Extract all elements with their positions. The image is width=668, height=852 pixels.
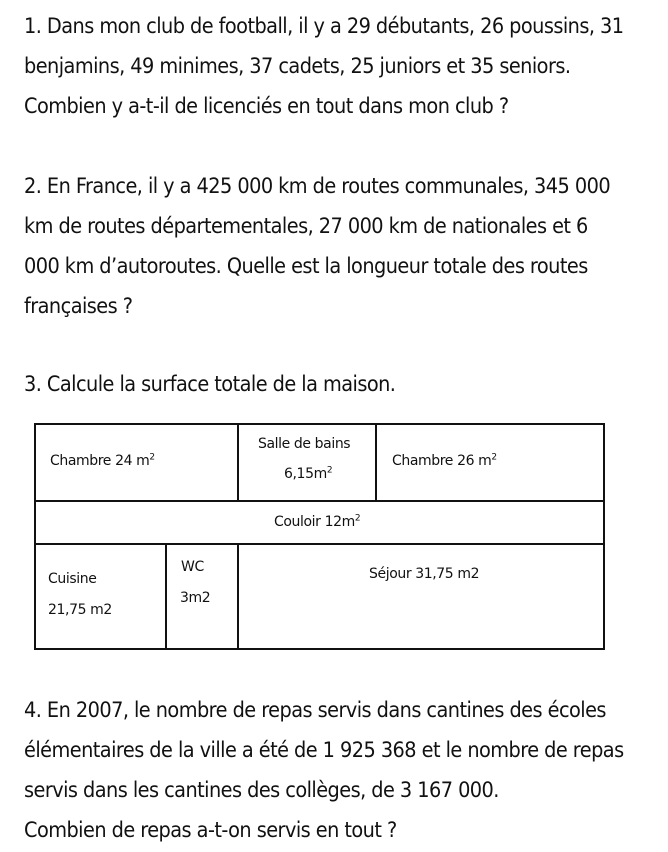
room-name: Chambre 24 m xyxy=(50,453,150,469)
unit-exponent: 2 xyxy=(491,452,497,463)
exercise-2 xyxy=(24,166,611,326)
exercise-1 xyxy=(24,6,624,126)
house-plan xyxy=(34,423,605,650)
room-area xyxy=(284,466,332,482)
room-label: Séjour 31,75 m2 xyxy=(369,566,480,582)
room-cuisine xyxy=(36,545,167,648)
room-name: Couloir 12m xyxy=(274,514,355,530)
unit-exponent: 2 xyxy=(354,513,361,524)
room-chambre-2 xyxy=(377,425,603,502)
room-chambre-1 xyxy=(36,425,239,502)
room-wc xyxy=(167,545,239,648)
exercise-2-line: km de routes départementales, 27 000 km de nationales et 6 xyxy=(24,214,588,238)
room-name: Salle de bains xyxy=(258,436,351,452)
exercise-4-line: élémentaires de la ville a été de 1 925 368 et le nombre de repas xyxy=(24,738,624,762)
exercise-4-line: Combien de repas a-t-on servis en tout ? xyxy=(24,818,397,842)
room-area: 3m2 xyxy=(180,590,211,606)
exercise-4-line: 4. En 2007, le nombre de repas servis dans cantines des écoles xyxy=(24,698,606,722)
exercise-4 xyxy=(24,690,624,850)
unit-exponent: 2 xyxy=(326,465,333,476)
unit-exponent: 2 xyxy=(149,452,155,463)
room-name: Cuisine xyxy=(48,571,97,587)
room-couloir xyxy=(36,502,603,545)
room-sejour xyxy=(239,545,603,648)
room-name: WC xyxy=(181,559,204,575)
exercise-2-line: 2. En France, il y a 425 000 km de routes communales, 345 000 xyxy=(24,174,611,198)
room-label xyxy=(50,453,155,469)
room-area: 21,75 m2 xyxy=(48,602,112,618)
exercise-2-line: 000 km d’autoroutes. Quelle est la longueur totale des routes xyxy=(24,254,588,278)
exercise-3 xyxy=(24,364,604,404)
room-label xyxy=(274,514,360,530)
exercise-2-line: françaises ? xyxy=(24,294,133,318)
exercise-1-line: benjamins, 49 minimes, 37 cadets, 25 juniors et 35 seniors. xyxy=(24,54,571,78)
exercise-3-title: 3. Calcule la surface totale de la maison. xyxy=(24,372,396,396)
exercise-1-line: 1. Dans mon club de football, il y a 29 débutants, 26 poussins, 31 xyxy=(24,14,624,38)
room-area-value: 6,15m xyxy=(284,466,327,482)
exercise-4-line: servis dans les cantines des collèges, de 3 167 000. xyxy=(24,778,499,802)
room-label xyxy=(392,453,497,469)
room-name: Chambre 26 m xyxy=(392,453,492,469)
exercise-1-line: Combien y a-t-il de licenciés en tout dans mon club ? xyxy=(24,94,509,118)
room-salle-de-bains xyxy=(239,425,377,502)
